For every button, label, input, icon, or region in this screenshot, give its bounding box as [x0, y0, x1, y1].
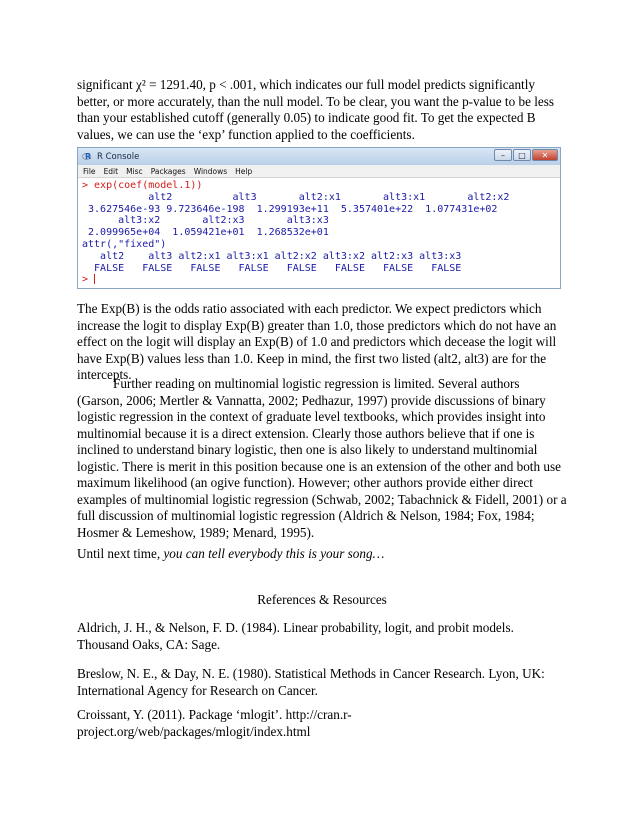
reference-item: Breslow, N. E., & Day, N. E. (1980). Statistical Methods in Cancer Research. Lyon, UK: International Agency for Research on Cancer.	[77, 666, 545, 698]
r-logo-icon: R	[82, 152, 93, 162]
console-prompt: >	[82, 274, 95, 286]
minimize-icon[interactable]: –	[494, 149, 512, 161]
menu-windows[interactable]: Windows	[193, 166, 228, 176]
menu-misc[interactable]: Misc	[126, 166, 143, 176]
further-reading-paragraph: Further reading on multinomial logistic regression is limited. Several authors (Garson, 2006; Mertler & Vannatta, 2002; Pedhazur, 1997) provide discussions of binary logistic regression in the context of graduate level textbooks, which provides insight into multinomial because it is a direct extension. Clearly those authors believe that if one is inclined to understand binary logistic, then one is also likely to understand multinomial logistic. There is merit in this position because one is an extension of the other and both use maximum likelihood (an ogive function). However; other authors provide either direct examples of multinomial logistic regression (Schwab, 2002; Tabachnick & Fidell, 2001) or a full discussion of multinomial logistic regression (Aldrich & Nelson, 1984; Fox, 1984; Hosmer & Lemeshow, 1989; Menard, 1995).	[77, 376, 567, 540]
menu-packages[interactable]: Packages	[150, 166, 186, 176]
reference-item: Aldrich, J. H., & Nelson, F. D. (1984). Linear probability, logit, and probit models. Thousand Oaks, CA: Sage.	[77, 620, 514, 652]
maximize-icon[interactable]: □	[513, 149, 531, 161]
r-console-menubar	[78, 165, 560, 178]
console-output-line: alt2 alt3 alt2:x1 alt3:x1 alt2:x2	[82, 191, 510, 203]
console-output-line: alt2 alt3 alt2:x1 alt3:x1 alt2:x2 alt3:x2 alt2:x3 alt3:x3	[82, 250, 462, 262]
console-output-line: FALSE FALSE FALSE FALSE FALSE FALSE FALSE FALSE	[82, 262, 462, 274]
r-console-title: R Console	[97, 151, 140, 162]
console-output-line: 2.099965e+04 1.059421e+01 1.268532e+01	[82, 227, 329, 239]
close-icon[interactable]: ✕	[532, 149, 558, 161]
r-console-window	[77, 147, 561, 289]
console-output-line: alt3:x2 alt2:x3 alt3:x3	[82, 215, 329, 227]
exp-b-paragraph: The Exp(B) is the odds ratio associated with each predictor. We expect predictors which increase the logit to display Exp(B) greater than 1.0, those predictors which do not have an effect on the logit will display an Exp(B) of 1.0 and predictors which decease the logit will have Exp(B) values less than 1.0. Keep in mind, the first two listed (alt2, alt3) are for the intercepts.	[77, 301, 557, 382]
menu-edit[interactable]: Edit	[103, 166, 119, 176]
menu-file[interactable]: File	[83, 166, 96, 176]
reference-item: Croissant, Y. (2011). Package ‘mlogit’. http://cran.r-project.org/web/packages/mlogit/index.html	[77, 707, 352, 739]
console-prompt-line[interactable]	[82, 274, 556, 286]
r-console-output[interactable]	[78, 178, 560, 288]
console-output-line: attr(,"fixed")	[82, 238, 167, 250]
window-controls	[494, 149, 558, 161]
intro-paragraph: significant χ² = 1291.40, p < .001, which indicates our full model predicts significantly better, or more accurately, than the null model. To be clear, you want the p-value to be less than your established cutoff (generally 0.05) to indicate good fit. To get the expected B values, we can use the ‘exp’ function applied to the coefficients.	[77, 77, 554, 142]
references-heading: References & Resources	[257, 592, 387, 607]
closing-text: Until next time,	[77, 546, 164, 561]
r-console-titlebar	[78, 148, 560, 165]
menu-help[interactable]: Help	[235, 166, 253, 176]
text-cursor	[94, 274, 95, 284]
closing-italic-text: you can tell everybody this is your song…	[163, 546, 385, 561]
console-output-line: 3.627546e-93 9.723646e-198 1.299193e+11 5.357401e+22 1.077431e+02	[82, 203, 498, 215]
console-command-line: > exp(coef(model.1))	[82, 180, 203, 191]
closing-line	[77, 546, 567, 563]
